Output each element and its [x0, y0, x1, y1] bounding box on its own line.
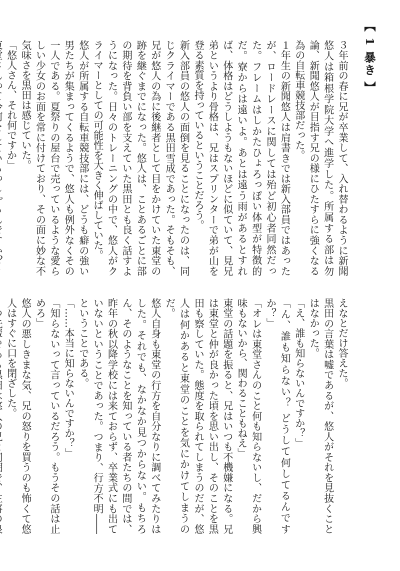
- paragraph: １年生の新聞悠人は肩書きでは新入部員ではあったが、ロードレースに関しては殆ど初心者同然だった。フレームはしかたひょろっぽい体型が特徴的だ。寮からは遠いよ。あとは遠う雨があるとすれば、体格はどうしようもないほどに似ていて、見兄弟というより骨格は、兄はスプリンターで弟が山を登る素質を持っているということだろう。: [191, 40, 290, 276]
- paragraph: 新入部員の悠人の面倒を見ることになったのは、同じクライマーである黒田雪成であった。そもそも、兄が悠人の為に後継者として目をかけていた東堂の跡を継ぐまでになった。悠人は、ことあるごとに部の期待を背負い部を支えていた黒田とも良く話すようになった。日々のトレーニングの中で、悠人がクライマーとしての可能性を大きく伸ばしていた。: [91, 40, 189, 276]
- paragraph: [0, 40, 2, 276]
- chapter-header: 【 1 暴き 】: [363, 20, 377, 95]
- upper-text-block: [4, 40, 348, 276]
- paragraph: ３年前の春に兄が卒業して、入れ替わるように新聞悠人は箱根学院大学へ進学した。所属する部は勿論、新聞悠人が目指す兄の様にひたすらに強くなる為の自転車競技部だった。: [292, 40, 347, 276]
- paragraph: 「ん、誰も知らない？ どうして何してるんですか？」: [263, 298, 290, 534]
- paragraph: えなとだけ答えた。: [336, 298, 347, 388]
- paragraph: 黒田の言葉は嘘であるが、悠人がそれを見抜くことはなかった。: [307, 298, 333, 534]
- paragraph: 「オレは東堂さんのこと何も知らないし、だから興味もないから、関わることもねえ」: [235, 298, 261, 534]
- paragraph: [0, 298, 2, 534]
- paragraph: 「え、誰も知らないんですか？」: [292, 298, 304, 448]
- paragraph: 悠人が所属する自転車競技部には、どうも癖の強い男たちが集まってくるようで、悠人も例外なくその一人である。夏祭りの屋台で売っているような愛らしい少女のお面を常に付けており、その面に妙な不気味さを黒田は感じていた。: [19, 40, 88, 276]
- paragraph: 東堂の話題を振ると、兄はいつも不機嫌になる。兄は東堂と仲が良かった頃を思い出し、そのことを黒田も察していた。態度を取られてしまうのだが、悠人は何かあると東堂のことを気にかけてしまうのだ。: [163, 298, 232, 534]
- paragraph: 悠人の悪しきまな気、兄の怒りを買うのも怖くて悠人はすぐに口を閉ざした。: [4, 298, 31, 534]
- paragraph: 「知らないって言っているだろう。もうその話は止めろ」: [33, 298, 59, 534]
- paragraph: 悠人自身も東堂の行方を自分なりに調べてみたりはした。それでも、なかなか見つからない。もちろん、そのようなことを知っている者たちの間では、昨年の秋以降学校には来ておらず、卒業式にも出ていないということであった。つまり、行方不明――ということである。: [76, 298, 160, 534]
- paragraph: 「悠人さん、それ何ですか」: [4, 40, 16, 170]
- lower-text-block: [4, 298, 348, 534]
- paragraph: 「……本当に知らないんですか？」: [62, 298, 74, 458]
